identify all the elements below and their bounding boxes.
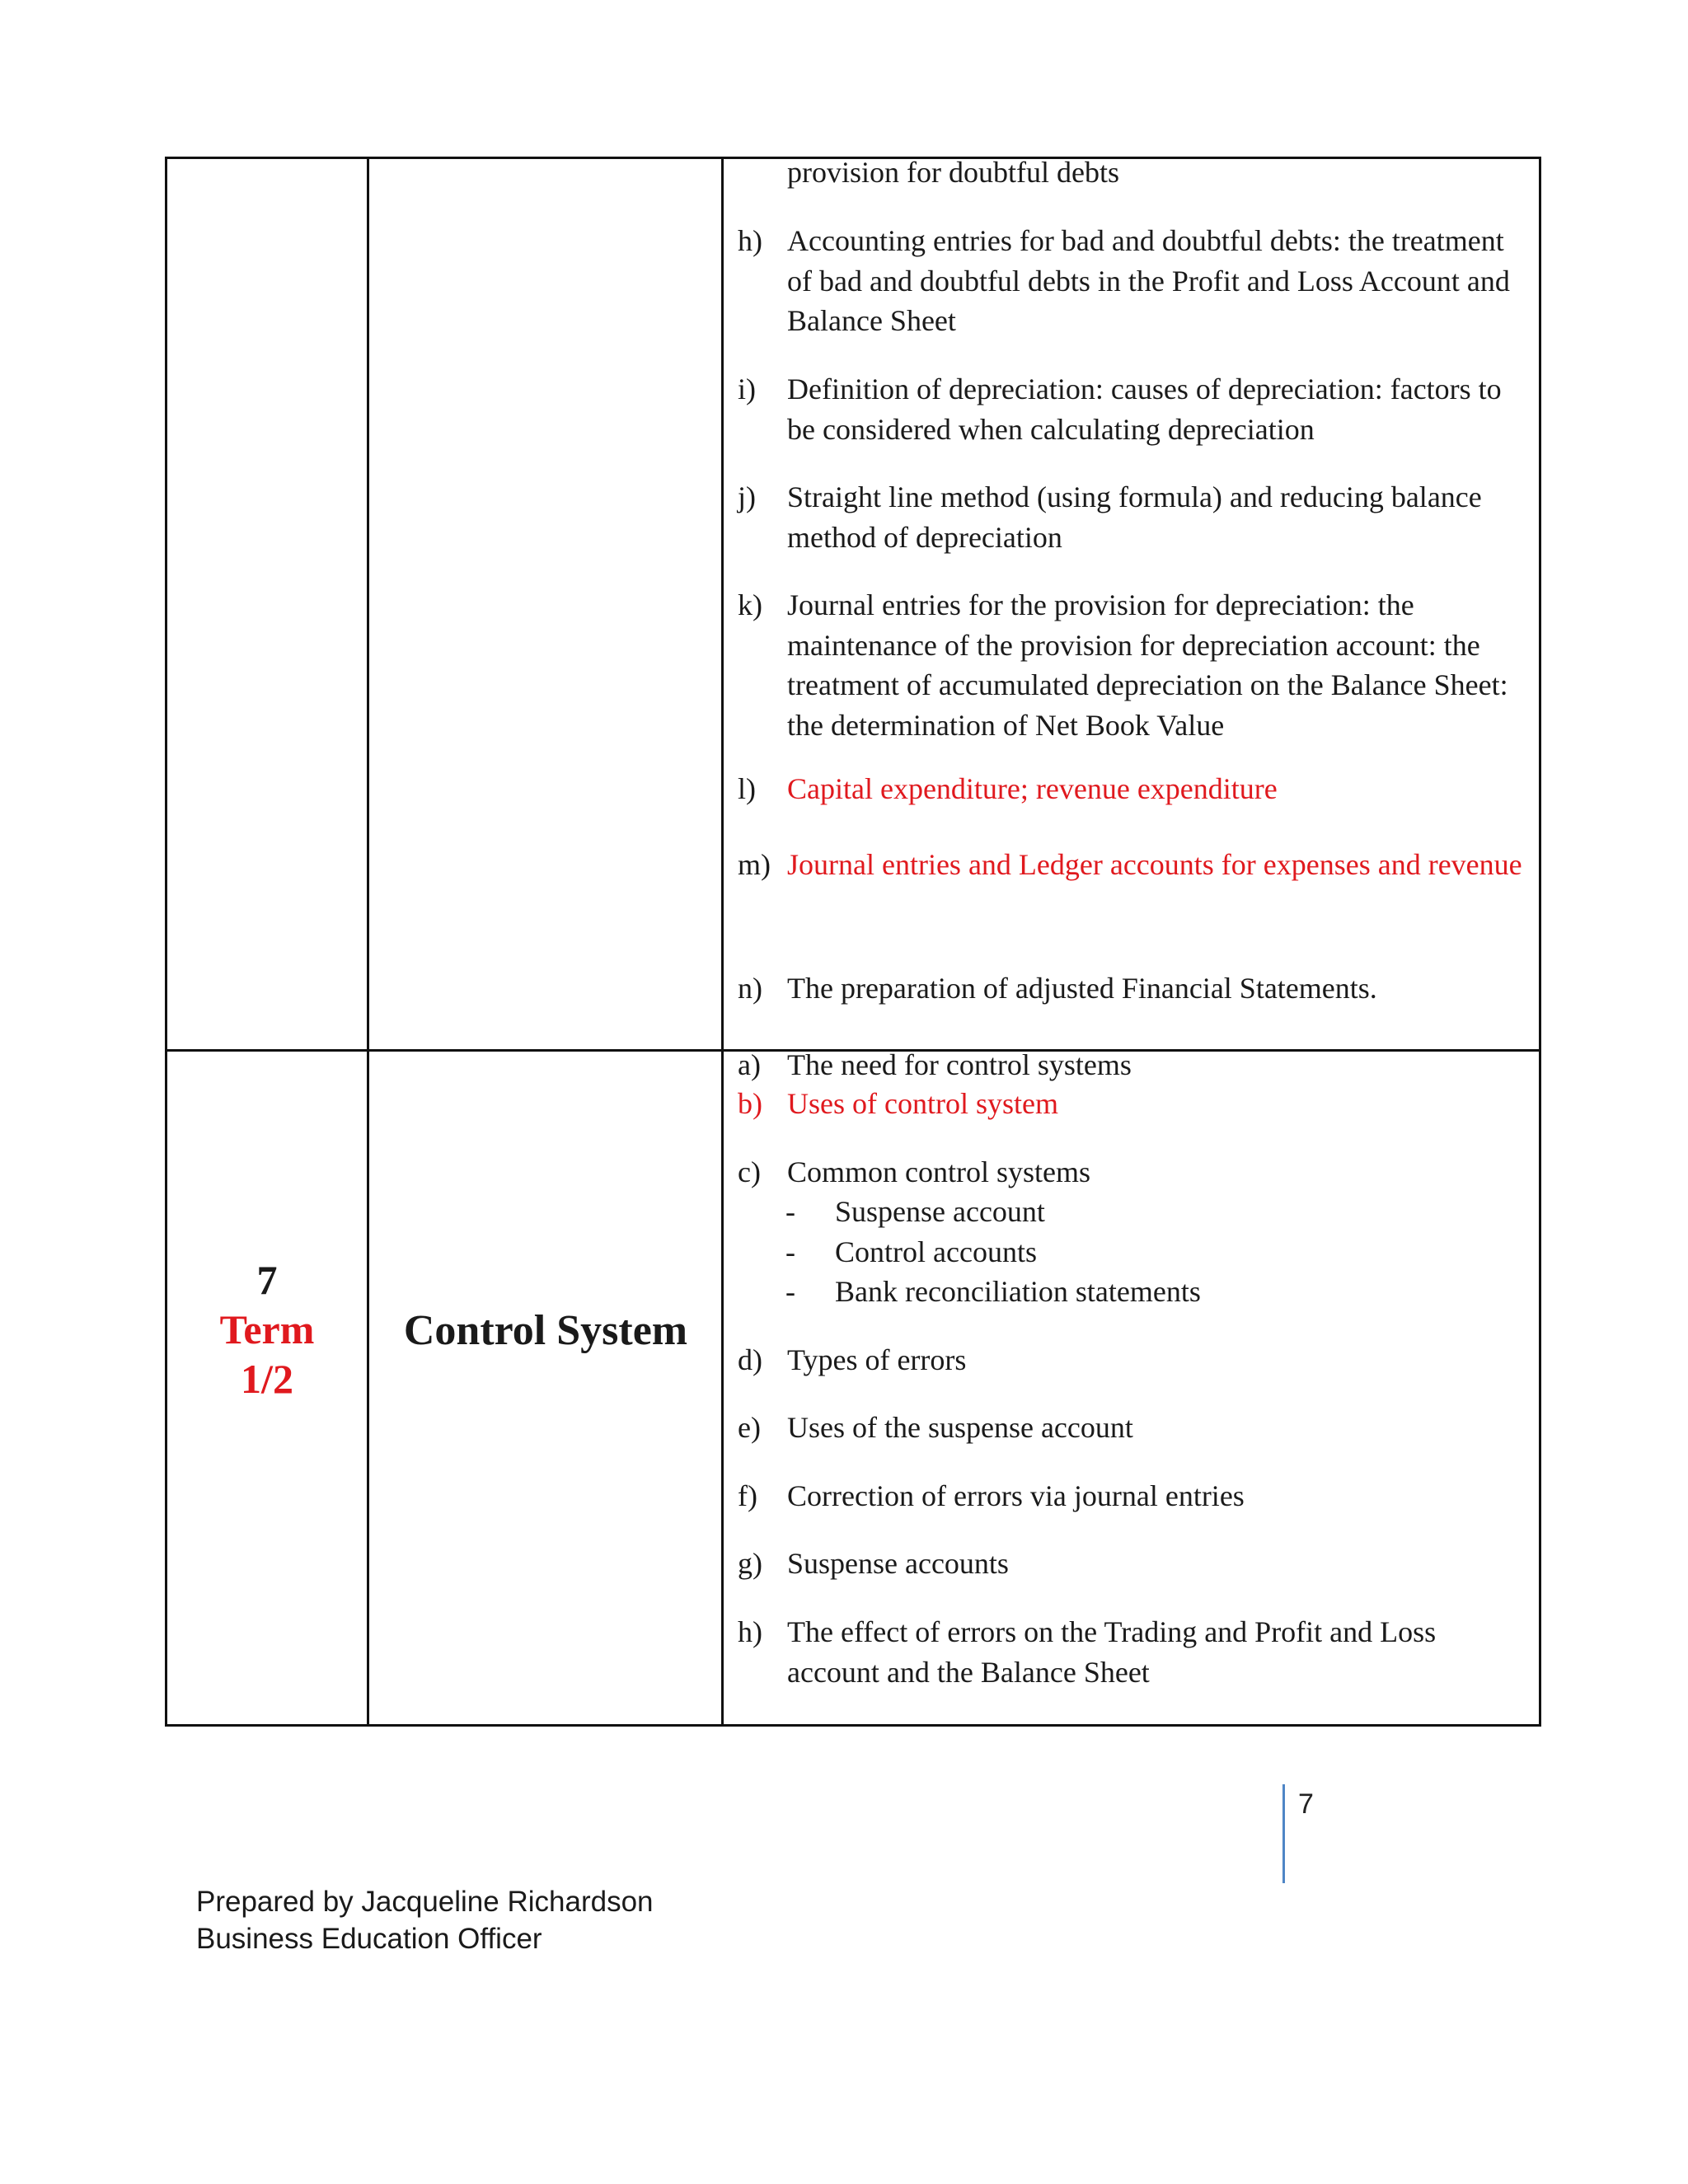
- row1-item-l: [738, 769, 1529, 809]
- row2-subitem: [785, 1232, 1037, 1272]
- item-text: Journal entries for the provision for depreciation: the maintenance of the provision for depreciation account: the treatment of accumulated depreciation on the Balance Sheet: the determination of Net Book Value: [787, 588, 1508, 742]
- item-label: d): [738, 1343, 762, 1376]
- subitem-dash: -: [785, 1275, 795, 1308]
- row1-item-continuation: [787, 152, 1529, 193]
- subitem-dash: -: [785, 1195, 795, 1228]
- item-label: k): [738, 588, 762, 621]
- week-number: 7: [256, 1257, 278, 1303]
- item-text: Types of errors: [787, 1343, 967, 1376]
- item-text: Uses of the suspense account: [787, 1411, 1133, 1444]
- item-text: Common control systems: [787, 1155, 1090, 1188]
- row2-subitem: [785, 1272, 1201, 1312]
- row1-item-h: [738, 221, 1529, 341]
- item-text: Definition of depreciation: causes of depreciation: factors to be considered when calculating depreciation: [787, 373, 1502, 446]
- subitem-text: Suspense account: [835, 1195, 1045, 1228]
- item-text: provision for doubtful debts: [787, 156, 1119, 189]
- row2-item-b: [738, 1084, 1529, 1124]
- item-label: h): [738, 224, 762, 257]
- item-label: f): [738, 1479, 757, 1512]
- item-text: The need for control systems: [787, 1048, 1132, 1081]
- item-label: b): [738, 1087, 762, 1120]
- page-number: 7: [1298, 1788, 1314, 1820]
- week-term: Term: [219, 1306, 315, 1352]
- item-text: Capital expenditure; revenue expenditure: [787, 772, 1278, 805]
- row2-item-d: [738, 1340, 1529, 1380]
- item-label: n): [738, 972, 762, 1005]
- row1-item-i: [738, 369, 1529, 449]
- row2-item-e: [738, 1408, 1529, 1448]
- column-divider-2: [721, 159, 724, 1724]
- item-text: The preparation of adjusted Financial Statements.: [787, 972, 1377, 1005]
- row1-item-m: [738, 845, 1529, 885]
- item-text: Accounting entries for bad and doubtful debts: the treatment of bad and doubtful debts in the Profit and Loss Account and Balance Sheet: [787, 224, 1510, 337]
- item-text: Straight line method (using formula) and reducing balance method of depreciation: [787, 480, 1482, 554]
- item-label: g): [738, 1547, 762, 1580]
- week-cell: [167, 1255, 367, 1404]
- curriculum-table: [165, 157, 1541, 1727]
- item-label: h): [738, 1615, 762, 1648]
- item-label: l): [738, 772, 756, 805]
- subitem-dash: -: [785, 1235, 795, 1268]
- item-text: Correction of errors via journal entries: [787, 1479, 1245, 1512]
- item-text: Suspense accounts: [787, 1547, 1009, 1580]
- row1-item-k: [738, 585, 1529, 745]
- row2-subitem: [785, 1192, 1045, 1232]
- footer-role: Business Education Officer: [196, 1923, 542, 1955]
- item-text: The effect of errors on the Trading and Profit and Loss account and the Balance Sheet: [787, 1615, 1437, 1689]
- column-divider-1: [367, 159, 369, 1724]
- subitem-text: Bank reconciliation statements: [835, 1275, 1201, 1308]
- item-label: e): [738, 1411, 761, 1444]
- item-label: j): [738, 480, 756, 513]
- item-label: m): [738, 848, 771, 881]
- row1-item-j: [738, 477, 1529, 557]
- item-label: a): [738, 1048, 761, 1081]
- page-number-bar: [1282, 1784, 1285, 1883]
- item-text: Journal entries and Ledger accounts for expenses and revenue: [787, 848, 1522, 881]
- item-text: Uses of control system: [787, 1087, 1058, 1120]
- footer-author: Prepared by Jacqueline Richardson: [196, 1886, 654, 1918]
- row2-item-c: [738, 1152, 1529, 1193]
- week-period: 1/2: [241, 1356, 293, 1402]
- item-label: i): [738, 373, 756, 405]
- row1-item-n: [738, 968, 1529, 1009]
- topic-cell: Control System: [403, 1307, 688, 1354]
- row2-item-a: [738, 1045, 1529, 1085]
- row2-item-h: [738, 1612, 1529, 1692]
- subitem-text: Control accounts: [835, 1235, 1037, 1268]
- item-label: c): [738, 1155, 761, 1188]
- row2-item-g: [738, 1544, 1529, 1584]
- footer: [196, 1883, 654, 1957]
- row2-item-f: [738, 1476, 1529, 1516]
